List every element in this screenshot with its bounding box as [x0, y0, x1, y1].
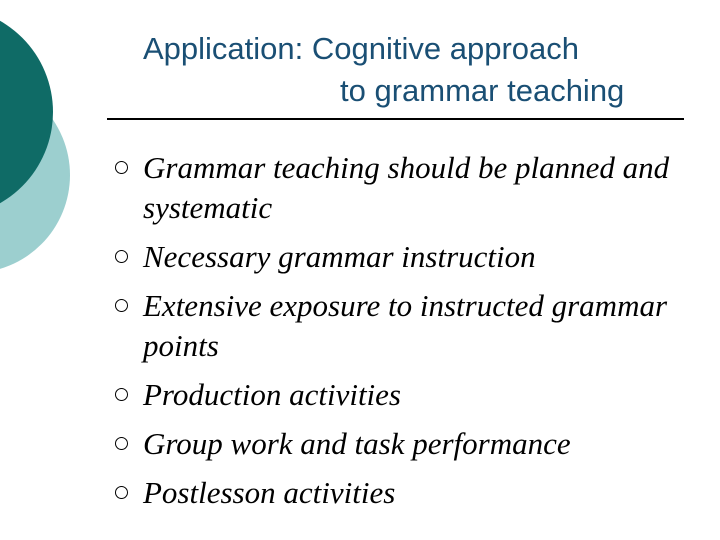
- bullet-text: Extensive exposure to instructed grammar points: [143, 288, 668, 363]
- bullet-item: [115, 148, 695, 228]
- bullet-text: Necessary grammar instruction: [143, 239, 536, 274]
- bullet-item: [115, 286, 695, 366]
- bullet-item: [115, 424, 695, 464]
- slide-title: [143, 28, 624, 112]
- circle-bullet-icon: [115, 299, 128, 312]
- title-divider: [107, 118, 684, 120]
- bullet-text: Group work and task performance: [143, 426, 571, 461]
- bullet-text: Postlesson activities: [143, 475, 396, 510]
- circle-bullet-icon: [115, 161, 128, 174]
- bullet-text: Production activities: [143, 377, 401, 412]
- circle-bullet-icon: [115, 437, 128, 450]
- bullet-item: [115, 237, 695, 277]
- bullet-text: Grammar teaching should be planned and systematic: [143, 150, 670, 225]
- circle-bullet-icon: [115, 486, 128, 499]
- bullet-list: [115, 148, 695, 522]
- title-line-2: to grammar teaching: [340, 73, 625, 108]
- bullet-item: [115, 375, 695, 415]
- decorative-circles: [0, 0, 110, 300]
- title-line-1: Application: Cognitive approach: [143, 31, 579, 66]
- circle-bullet-icon: [115, 250, 128, 263]
- circle-bullet-icon: [115, 388, 128, 401]
- bullet-item: [115, 473, 695, 513]
